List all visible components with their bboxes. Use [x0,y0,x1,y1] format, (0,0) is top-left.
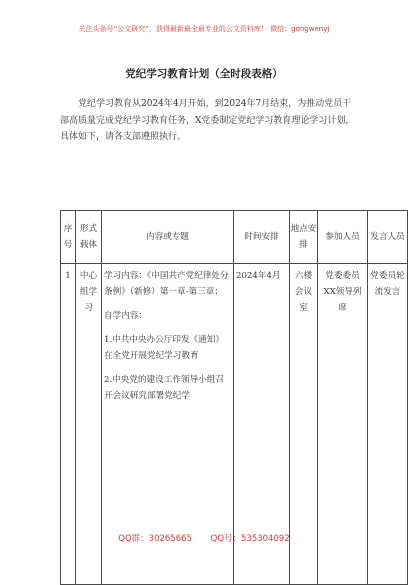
intro-text: 党纪学习教育从2024年4月开始，到2024年7月结束，为推动党员干部高质量完成党纪学习教育任务，X党委制定党纪学习教育理论学习计划，具体如下，请各支部遵照执行。 [60,99,355,142]
header-content: 内容或专题 [102,211,234,264]
header-form: 形式载体 [76,211,102,264]
footer-qq: QQ号：535304092 [210,534,290,544]
content-line-1: 学习内容：《中国共产党纪律处分条例》（新修）第一章-第三章； [104,271,229,297]
header-speakers: 发言人员 [368,211,408,264]
intro-paragraph [60,96,360,146]
cell-seq: 1 [61,264,76,585]
cell-time: 2024年4月 [234,264,290,585]
header-participants: 参加人员 [318,211,368,264]
header-place: 地点安排 [290,211,318,264]
plan-table [60,210,408,585]
cell-speakers: 党委员轮流发言 [368,264,408,585]
table-header-row [61,211,408,264]
content-line-3: 1.中共中央办公厅印发《通知》在全党开展党纪学习教育 [104,335,224,361]
footer-contacts [0,532,408,544]
header-time: 时间安排 [234,211,290,264]
participants-line-1: 党委委员 [325,271,360,281]
content-line-4: 2.中央党的建设工作领导小组召开会议研究部署党纪学 [104,375,224,401]
document-title: 党纪学习教育计划（全时段表格） [125,68,283,80]
header-seq: 序号 [61,211,76,264]
footer-qq-group: QQ群：30265665 [118,534,192,544]
promo-banner: 关注头条号“公文研究”，获得最新最全最专业的公文资料库！ 微信：gongwenyj [78,25,330,33]
cell-form: 中心组学习 [76,264,102,585]
cell-place: 六楼会议室 [290,264,318,585]
content-line-2: 自学内容： [104,311,147,321]
participants-line-2: XX领导列席 [323,287,362,313]
